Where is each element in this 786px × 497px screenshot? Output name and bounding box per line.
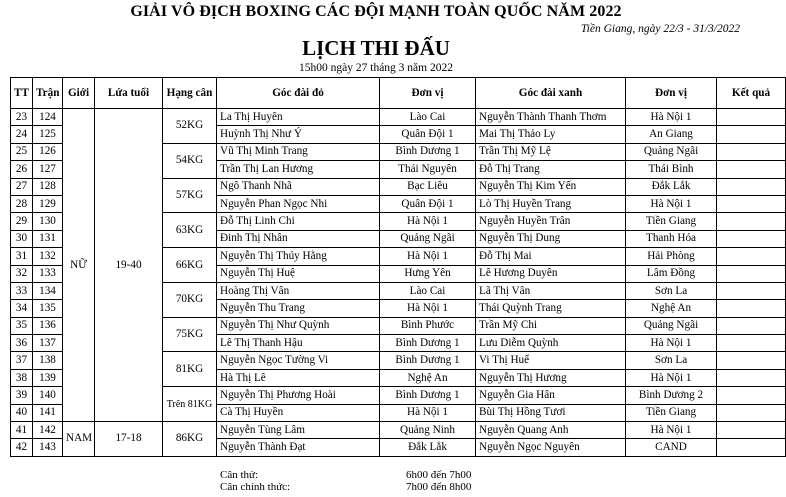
schedule-heading: LỊCH THI ĐẤU xyxy=(302,36,450,60)
blue-unit-cell: Đắk Lắk xyxy=(626,178,717,195)
red-boxer-cell: Nguyễn Phan Ngọc Nhi xyxy=(217,195,380,212)
blue-boxer-cell: Lò Thị Huyền Trang xyxy=(476,195,626,212)
table-header-row xyxy=(11,78,786,109)
tt-cell: 33 xyxy=(11,282,33,299)
match-cell: 128 xyxy=(33,178,63,195)
red-unit-cell: Hà Nội 1 xyxy=(380,213,476,230)
match-cell: 138 xyxy=(33,352,63,369)
red-unit-cell: Lào Cai xyxy=(380,282,476,299)
match-cell: 132 xyxy=(33,248,63,265)
red-boxer-cell: Nguyễn Thành Đạt xyxy=(217,439,380,456)
weight-class-cell: 63KG xyxy=(163,213,217,248)
col-header-red-unit: Đơn vị xyxy=(380,78,476,109)
blue-unit-cell: Thái Bình xyxy=(626,161,717,178)
weigh-in-line xyxy=(220,469,471,481)
result-cell xyxy=(717,230,786,247)
match-cell: 143 xyxy=(33,439,63,456)
blue-boxer-cell: Nguyễn Huyền Trân xyxy=(476,213,626,230)
result-cell xyxy=(717,195,786,212)
blue-unit-cell: Bình Dương 2 xyxy=(626,387,717,404)
table-row xyxy=(11,422,786,439)
weight-class-cell: 70KG xyxy=(163,282,217,317)
official-weigh-in-time: 7h00 đến 8h00 xyxy=(406,481,472,493)
blue-unit-cell: Hải Phòng xyxy=(626,248,717,265)
tt-cell: 37 xyxy=(11,352,33,369)
red-unit-cell: Hà Nội 1 xyxy=(380,300,476,317)
tt-cell: 35 xyxy=(11,317,33,334)
result-cell xyxy=(717,143,786,160)
weight-class-cell: 86KG xyxy=(163,422,217,457)
result-cell xyxy=(717,126,786,143)
weigh-in-time: 6h00 đến 7h00 xyxy=(406,469,472,481)
red-boxer-cell: Cà Thị Huyền xyxy=(217,404,380,421)
col-header-blue-corner: Góc đài xanh xyxy=(476,78,626,109)
blue-boxer-cell: Lưu Diễm Quỳnh xyxy=(476,335,626,352)
result-cell xyxy=(717,178,786,195)
red-boxer-cell: Nguyễn Thị Huệ xyxy=(217,265,380,282)
result-cell xyxy=(717,282,786,299)
match-cell: 141 xyxy=(33,404,63,421)
tt-cell: 34 xyxy=(11,300,33,317)
result-cell xyxy=(717,265,786,282)
col-header-match: Trận xyxy=(33,78,63,109)
blue-boxer-cell: Thái Quỳnh Trang xyxy=(476,300,626,317)
blue-unit-cell: An Giang xyxy=(626,126,717,143)
tt-cell: 39 xyxy=(11,387,33,404)
weight-class-cell: Trên 81KG xyxy=(163,387,217,422)
tt-cell: 38 xyxy=(11,369,33,386)
blue-boxer-cell: Đỗ Thị Trang xyxy=(476,161,626,178)
red-boxer-cell: Nguyễn Ngọc Tường Vi xyxy=(217,352,380,369)
weigh-in-label: Cân thử: xyxy=(220,469,259,481)
red-boxer-cell: Đỗ Thị Linh Chi xyxy=(217,213,380,230)
tt-cell: 29 xyxy=(11,213,33,230)
tt-cell: 36 xyxy=(11,335,33,352)
match-cell: 126 xyxy=(33,143,63,160)
red-unit-cell: Bình Dương 1 xyxy=(380,352,476,369)
col-header-weight: Hạng cân xyxy=(163,78,217,109)
match-cell: 140 xyxy=(33,387,63,404)
blue-unit-cell: Hà Nội 1 xyxy=(626,369,717,386)
blue-unit-cell: Hà Nội 1 xyxy=(626,335,717,352)
match-cell: 133 xyxy=(33,265,63,282)
col-header-tt: TT xyxy=(11,78,33,109)
red-boxer-cell: Nguyễn Thu Trang xyxy=(217,300,380,317)
result-cell xyxy=(717,422,786,439)
tt-cell: 40 xyxy=(11,404,33,421)
schedule-table xyxy=(10,77,786,457)
blue-unit-cell: Lâm Đồng xyxy=(626,265,717,282)
blue-boxer-cell: Mai Thị Thảo Ly xyxy=(476,126,626,143)
tt-cell: 31 xyxy=(11,248,33,265)
weight-class-cell: 81KG xyxy=(163,352,217,387)
blue-boxer-cell: Nguyễn Thị Kim Yến xyxy=(476,178,626,195)
tt-cell: 26 xyxy=(11,161,33,178)
blue-unit-cell: Tiền Giang xyxy=(626,404,717,421)
weight-class-cell: 54KG xyxy=(163,143,217,178)
blue-boxer-cell: Nguyễn Ngọc Nguyên xyxy=(476,439,626,456)
match-cell: 124 xyxy=(33,109,63,126)
blue-boxer-cell: Nguyễn Thị Hương xyxy=(476,369,626,386)
weight-class-cell: 52KG xyxy=(163,109,217,144)
tournament-title: GIẢI VÔ ĐỊCH BOXING CÁC ĐỘI MẠNH TOÀN QUỐC NĂM 2022 xyxy=(130,3,622,20)
col-header-age: Lứa tuổi xyxy=(95,78,163,109)
match-cell: 129 xyxy=(33,195,63,212)
blue-boxer-cell: Nguyễn Thành Thanh Thơm xyxy=(476,109,626,126)
red-boxer-cell: Vũ Thị Minh Trang xyxy=(217,143,380,160)
match-cell: 127 xyxy=(33,161,63,178)
red-unit-cell: Quảng Ninh xyxy=(380,422,476,439)
red-unit-cell: Hưng Yên xyxy=(380,265,476,282)
match-cell: 130 xyxy=(33,213,63,230)
red-unit-cell: Thái Nguyên xyxy=(380,161,476,178)
red-boxer-cell: La Thị Huyên xyxy=(217,109,380,126)
tt-cell: 32 xyxy=(11,265,33,282)
blue-unit-cell: Quảng Ngãi xyxy=(626,317,717,334)
result-cell xyxy=(717,387,786,404)
tt-cell: 24 xyxy=(11,126,33,143)
result-cell xyxy=(717,109,786,126)
red-boxer-cell: Hoàng Thị Vân xyxy=(217,282,380,299)
blue-unit-cell: Tiền Giang xyxy=(626,213,717,230)
tt-cell: 23 xyxy=(11,109,33,126)
table-row xyxy=(11,109,786,126)
blue-boxer-cell: Vi Thị Huế xyxy=(476,352,626,369)
red-unit-cell: Bạc Liêu xyxy=(380,178,476,195)
session-time: 15h00 ngày 27 tháng 3 năm 2022 xyxy=(299,62,453,74)
blue-boxer-cell: Nguyễn Gia Hân xyxy=(476,387,626,404)
red-unit-cell: Hà Nội 1 xyxy=(380,248,476,265)
result-cell xyxy=(717,369,786,386)
blue-boxer-cell: Lã Thị Vân xyxy=(476,282,626,299)
match-cell: 142 xyxy=(33,422,63,439)
blue-boxer-cell: Bùi Thị Hồng Tươi xyxy=(476,404,626,421)
result-cell xyxy=(717,335,786,352)
tt-cell: 30 xyxy=(11,230,33,247)
blue-boxer-cell: Lê Hương Duyên xyxy=(476,265,626,282)
match-cell: 131 xyxy=(33,230,63,247)
tt-cell: 42 xyxy=(11,439,33,456)
red-unit-cell: Đắk Lắk xyxy=(380,439,476,456)
blue-unit-cell: Sơn La xyxy=(626,282,717,299)
match-cell: 137 xyxy=(33,335,63,352)
red-unit-cell: Bình Dương 1 xyxy=(380,387,476,404)
tt-cell: 27 xyxy=(11,178,33,195)
official-weigh-in-line xyxy=(220,481,471,493)
blue-unit-cell: Hà Nội 1 xyxy=(626,109,717,126)
col-header-result: Kết quả xyxy=(717,78,786,109)
red-boxer-cell: Nguyễn Thị Như Quỳnh xyxy=(217,317,380,334)
red-boxer-cell: Huỳnh Thị Như Ý xyxy=(217,126,380,143)
gender-cell: NỮ xyxy=(63,109,95,422)
match-cell: 135 xyxy=(33,300,63,317)
blue-unit-cell: CAND xyxy=(626,439,717,456)
red-boxer-cell: Nguyễn Thị Thúy Hằng xyxy=(217,248,380,265)
result-cell xyxy=(717,404,786,421)
red-unit-cell: Lào Cai xyxy=(380,109,476,126)
red-unit-cell: Quân Đội 1 xyxy=(380,195,476,212)
red-boxer-cell: Lê Thị Thanh Hậu xyxy=(217,335,380,352)
result-cell xyxy=(717,213,786,230)
red-unit-cell: Quân Đội 1 xyxy=(380,126,476,143)
blue-boxer-cell: Trần Thị Mỹ Lệ xyxy=(476,143,626,160)
blue-boxer-cell: Nguyễn Thị Dung xyxy=(476,230,626,247)
official-weigh-in-label: Cân chính thức: xyxy=(220,481,291,493)
result-cell xyxy=(717,300,786,317)
red-boxer-cell: Trần Thị Lan Hương xyxy=(217,161,380,178)
blue-unit-cell: Hà Nội 1 xyxy=(626,195,717,212)
red-unit-cell: Bình Phước xyxy=(380,317,476,334)
match-cell: 134 xyxy=(33,282,63,299)
blue-unit-cell: Quảng Ngãi xyxy=(626,143,717,160)
weight-class-cell: 66KG xyxy=(163,248,217,283)
match-cell: 139 xyxy=(33,369,63,386)
match-cell: 125 xyxy=(33,126,63,143)
gender-cell: NAM xyxy=(63,422,95,457)
blue-unit-cell: Nghệ An xyxy=(626,300,717,317)
match-cell: 136 xyxy=(33,317,63,334)
blue-boxer-cell: Đỗ Thị Mai xyxy=(476,248,626,265)
red-unit-cell: Bình Dương 1 xyxy=(380,335,476,352)
blue-unit-cell: Sơn La xyxy=(626,352,717,369)
blue-unit-cell: Hà Nội 1 xyxy=(626,422,717,439)
red-unit-cell: Hà Nội 1 xyxy=(380,404,476,421)
blue-unit-cell: Thanh Hóa xyxy=(626,230,717,247)
red-boxer-cell: Ngô Thanh Nhã xyxy=(217,178,380,195)
blue-boxer-cell: Nguyễn Quang Anh xyxy=(476,422,626,439)
tt-cell: 41 xyxy=(11,422,33,439)
tt-cell: 25 xyxy=(11,143,33,160)
tt-cell: 28 xyxy=(11,195,33,212)
result-cell xyxy=(717,248,786,265)
result-cell xyxy=(717,352,786,369)
blue-boxer-cell: Trần Mỹ Chi xyxy=(476,317,626,334)
red-unit-cell: Quảng Ngãi xyxy=(380,230,476,247)
red-boxer-cell: Hà Thị Lê xyxy=(217,369,380,386)
result-cell xyxy=(717,317,786,334)
col-header-blue-unit: Đơn vị xyxy=(626,78,717,109)
red-unit-cell: Nghệ An xyxy=(380,369,476,386)
age-cell: 19-40 xyxy=(95,109,163,422)
red-boxer-cell: Đinh Thị Nhân xyxy=(217,230,380,247)
col-header-gender: Giới xyxy=(63,78,95,109)
col-header-red-corner: Góc đài đỏ xyxy=(217,78,380,109)
red-unit-cell: Bình Dương 1 xyxy=(380,143,476,160)
weight-class-cell: 75KG xyxy=(163,317,217,352)
red-boxer-cell: Nguyễn Tùng Lâm xyxy=(217,422,380,439)
red-boxer-cell: Nguyễn Thị Phương Hoài xyxy=(217,387,380,404)
result-cell xyxy=(717,161,786,178)
location-date: Tiền Giang, ngày 22/3 - 31/3/2022 xyxy=(580,23,740,35)
weight-class-cell: 57KG xyxy=(163,178,217,213)
result-cell xyxy=(717,439,786,456)
age-cell: 17-18 xyxy=(95,422,163,457)
